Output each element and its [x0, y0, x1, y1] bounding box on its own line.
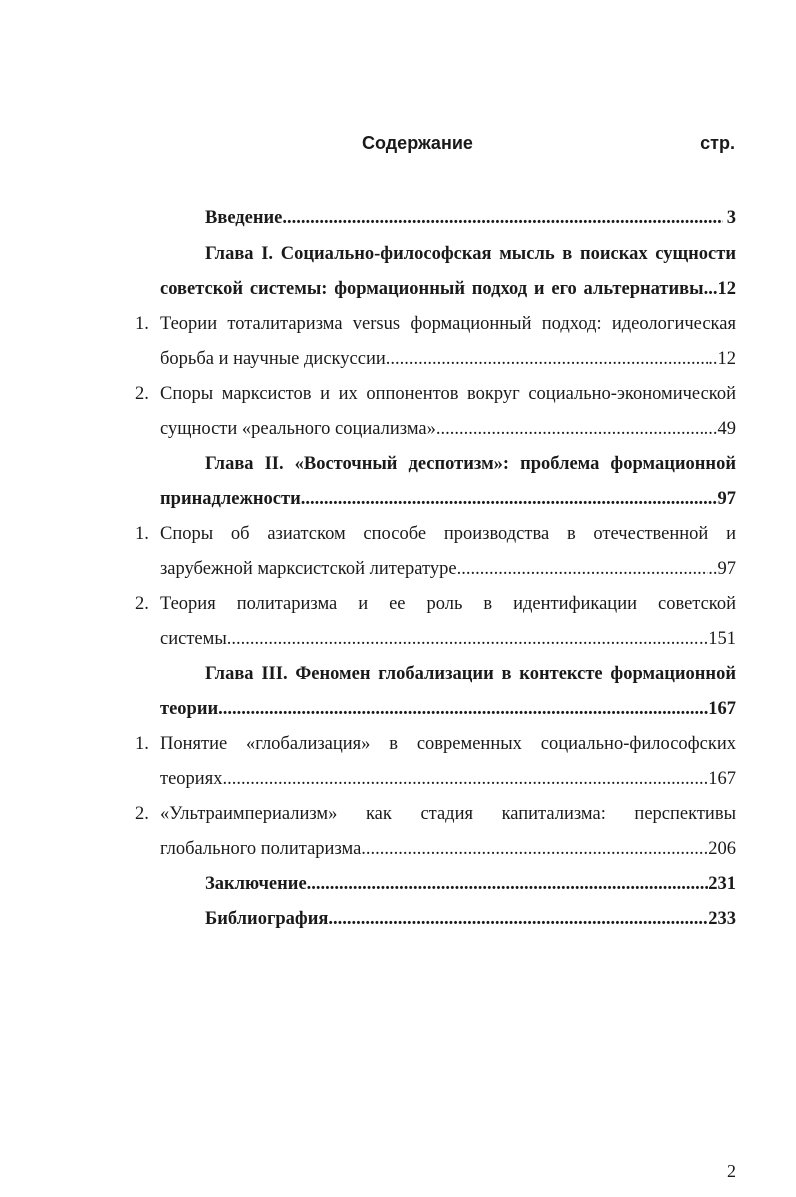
toc-section-2-2-line1[interactable]: Теория политаризма и ее роль в идентификации советской	[160, 594, 736, 614]
toc-section-label: зарубежной марксистской литературе	[160, 559, 457, 579]
toc-leader-dots	[301, 487, 718, 511]
page-title: Содержание	[362, 133, 473, 153]
page-column-label: стр.	[700, 133, 735, 153]
toc-leader-dots	[222, 767, 694, 791]
toc-section-3-2-line1[interactable]: «Ультраимпериализм» как стадия капитализма: перспективы	[160, 804, 736, 824]
toc-chapter-3-title-line2[interactable]	[160, 697, 736, 721]
toc-section-1-1-line2[interactable]	[160, 347, 736, 371]
toc-section-label: глобального политаризма	[160, 839, 362, 859]
toc-section-number: 1.	[135, 734, 149, 754]
toc-chapter-1-title-line1[interactable]: Глава I. Социально-философская мысль в поисках сущности	[205, 244, 736, 264]
toc-page-number: 3	[726, 208, 736, 228]
toc-leader-dots	[361, 837, 703, 861]
toc-leader-dots	[218, 697, 708, 721]
toc-entry-label: Введение	[205, 208, 283, 228]
toc-entry-conclusion[interactable]	[205, 872, 736, 896]
toc-page-number: .206	[703, 839, 736, 859]
toc-entry-label: Заключение	[205, 874, 307, 894]
toc-section-number: 1.	[135, 314, 149, 334]
toc-page-number: 97	[717, 489, 736, 509]
toc-entry-bibliography[interactable]	[205, 907, 736, 931]
toc-page-number: ..151	[699, 629, 736, 649]
toc-chapter-1-title-line2[interactable]: советской системы: формационный подход и его альтернативы...12	[160, 279, 736, 299]
toc-leader-dots	[386, 347, 709, 371]
toc-section-1-2-line2[interactable]	[160, 417, 736, 441]
toc-page-number: ..97	[708, 559, 736, 579]
toc-page-number: ...167	[694, 769, 736, 789]
toc-section-number: 1.	[135, 524, 149, 544]
toc-chapter-label: принадлежности	[160, 489, 301, 509]
toc-page-number: 167	[708, 699, 736, 719]
toc-chapter-2-title-line2[interactable]	[160, 487, 736, 511]
toc-leader-dots	[328, 907, 708, 931]
toc-chapter-label: теории	[160, 699, 219, 719]
toc-leader-dots	[227, 627, 699, 651]
toc-section-3-1-line1[interactable]: Понятие «глобализация» в современных социально-философских	[160, 734, 736, 754]
toc-section-1-1-line1[interactable]: Теории тоталитаризма versus формационный подход: идеологическая	[160, 314, 736, 334]
toc-section-label: теориях	[160, 769, 223, 789]
toc-section-label: системы	[160, 629, 227, 649]
toc-section-3-1-line2[interactable]	[160, 767, 736, 791]
toc-section-2-2-line2[interactable]	[160, 627, 736, 651]
toc-entry-label: Библиография	[205, 909, 329, 929]
toc-section-2-1-line2[interactable]	[160, 557, 736, 581]
toc-section-number: 2.	[135, 804, 149, 824]
toc-entry-intro[interactable]	[205, 206, 736, 230]
toc-leader-dots	[282, 206, 722, 230]
toc-section-1-2-line1[interactable]: Споры марксистов и их оппонентов вокруг социально-экономической	[160, 384, 736, 404]
toc-section-3-2-line2[interactable]	[160, 837, 736, 861]
toc-chapter-3-title-line1[interactable]: Глава III. Феномен глобализации в контексте формационной	[205, 664, 736, 684]
toc-section-label: борьба и научные дискуссии	[160, 349, 386, 369]
toc-chapter-2-title-line1[interactable]: Глава II. «Восточный деспотизм»: проблема формационной	[205, 454, 736, 474]
toc-section-2-1-line1[interactable]: Споры об азиатском способе производства в отечественной и	[160, 524, 736, 544]
toc-section-number: 2.	[135, 384, 149, 404]
toc-page-number: ...49	[703, 419, 736, 439]
toc-page-number: 231	[708, 874, 736, 894]
toc-leader-dots	[307, 872, 709, 896]
toc-page-number: 233	[708, 909, 736, 929]
toc-leader-dots	[436, 417, 704, 441]
toc-section-label: сущности «реального социализма»	[160, 419, 436, 439]
toc-leader-dots	[457, 557, 709, 581]
page-number: 2	[727, 1161, 736, 1181]
toc-section-number: 2.	[135, 594, 149, 614]
toc-page-number: ..12	[708, 349, 736, 369]
